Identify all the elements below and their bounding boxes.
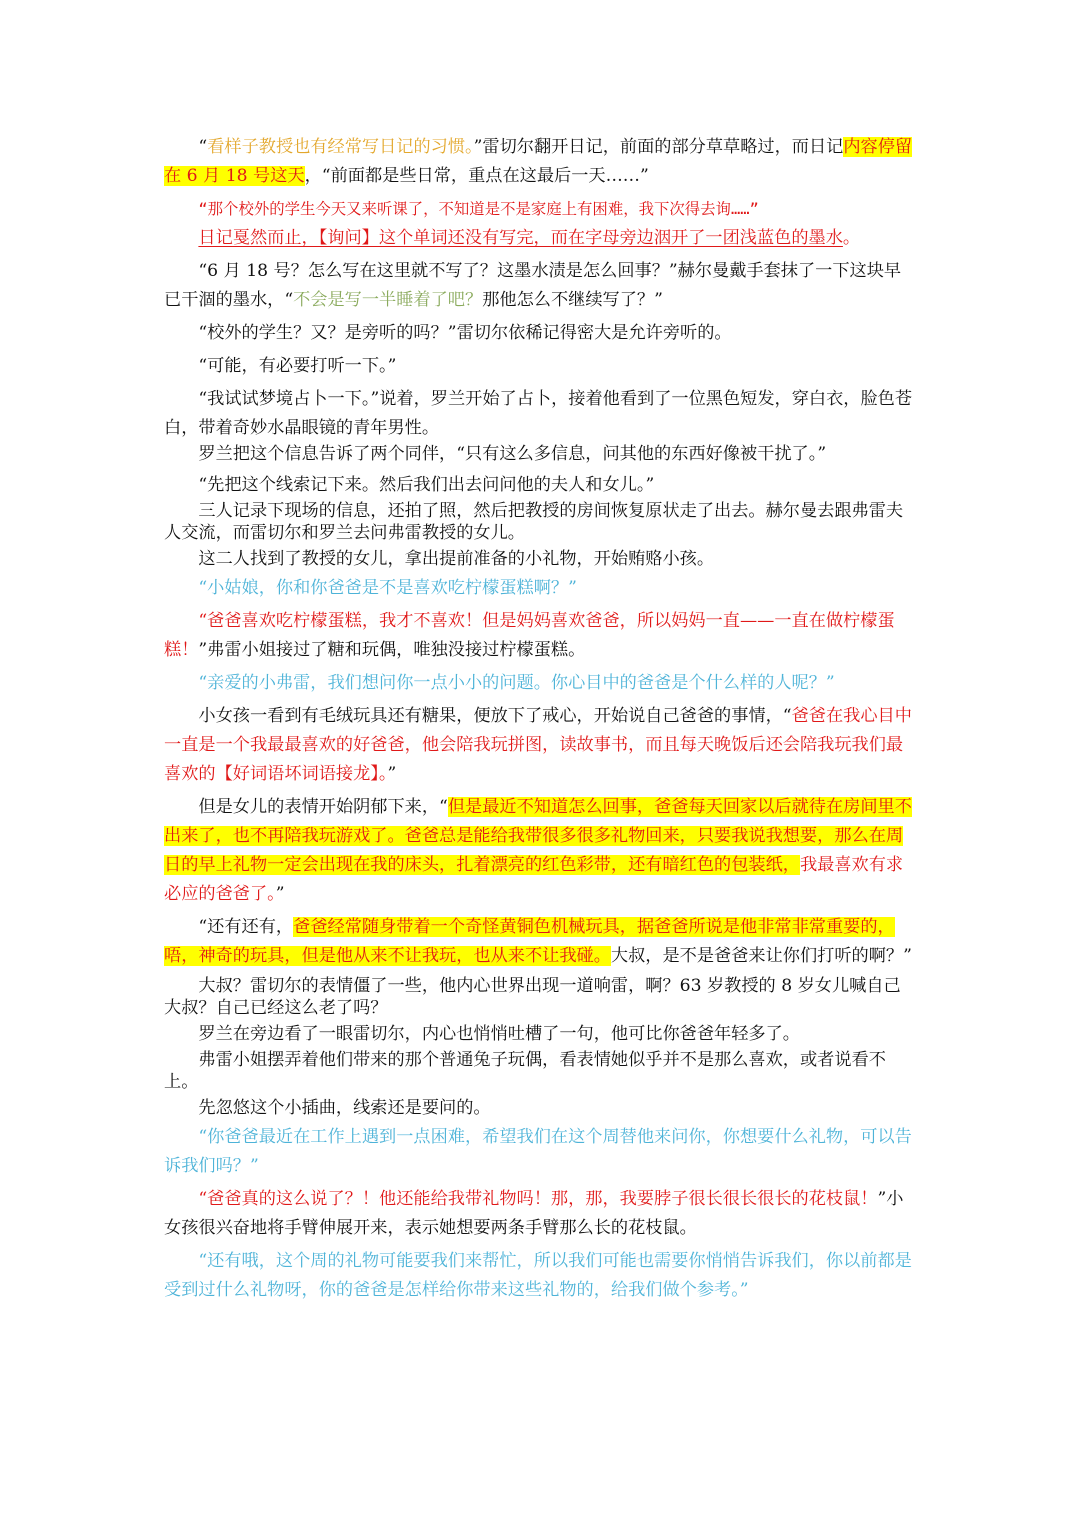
paragraph-20: 弗雷小姐摆弄着他们带来的那个普通兔子玩偶，看表情她似乎并不是那么喜欢，或者说看不上。 [164,1050,886,1092]
text-run: ”弗雷小姐接过了糖和玩偶，唯独没接过柠檬蛋糕。 [198,640,586,660]
paragraph-17 [164,913,914,971]
paragraph-5: “校外的学生？又？是旁听的吗？”雷切尔依稀记得密大是允许旁听的。 [198,323,732,343]
paragraph-7: “我试试梦境占卜一下。”说着，罗兰开始了占卜，接着他看到了一位黑色短发，穿白衣，脸色苍白，带着奇妙水晶眼镜的青年男性。 [164,389,913,438]
paragraph-12: “小姑娘，你和你爸爸是不是喜欢吃柠檬蛋糕啊？” [198,578,577,598]
paragraph-2 [164,195,914,224]
text-run: 但是女儿的表情开始阴郁下来，“ [198,797,448,817]
underlined-red-text: 日记戛然而止，【询问】这个单词还没有写完，而在字母旁边洇开了一团浅蓝色的墨水 [198,228,843,248]
paragraph-3 [164,224,914,253]
red-dialogue: 我最喜欢有求必应的爸爸了。 [164,855,904,904]
paragraph-6: “可能，有必要打听一下。” [198,356,397,376]
red-dialogue: 爸爸在我心目中一直是一个我最最喜欢的好爸爸，他会陪我玩拼图，读故事书，而且每天晚饭后还会陪我玩我们最喜欢的【好词语坏词语接龙】。 [164,706,912,784]
text-run: ” [387,764,397,784]
paragraph-8: 罗兰把这个信息告诉了两个同伴，“只有这么多信息，问其他的东西好像被干扰了。” [198,444,827,464]
text-run: 小女孩一看到有毛绒玩具还有糖果，便放下了戒心，开始说自己爸爸的事情，“ [198,706,792,726]
text-run: ”雷切尔翻开日记，前面的部分草草略过，而日记 [473,137,844,157]
paragraph-13 [164,607,914,665]
text-run: 。 [842,228,861,248]
text-run: ”小女孩很兴奋地将手臂伸展开来，表示她想要两条手臂那么长的花枝鼠。 [164,1189,904,1238]
paragraph-23 [164,1185,914,1243]
text-run: “6 月 18 号？怎么写在这里就不写了？这墨水渍是怎么回事？”赫尔曼戴手套抹了一下这块早已干涸的墨水，“ [164,261,902,310]
text-run: “还有还有， [198,917,294,937]
paragraph-4 [164,257,914,315]
text-run: 那他怎么不继续写了？” [482,290,663,310]
paragraph-19: 罗兰在旁边看了一眼雷切尔，内心也悄悄吐槽了一句，他可比你爸爸年轻多了。 [198,1024,800,1044]
paragraph-16 [164,793,914,909]
paragraph-10: 三人记录下现场的信息，还拍了照，然后把教授的房间恢复原状走了出去。赫尔曼去跟弗雷夫人交流，而雷切尔和罗兰去问弗雷教授的女儿。 [164,501,904,543]
diary-entry-text: “那个校外的学生今天又来听课了，不知道是不是家庭上有困难，我下次得去询……” [198,200,759,218]
paragraph-24: “还有哦，这个周的礼物可能要我们来帮忙，所以我们可能也需要你悄悄告诉我们，你以前都是受到过什么礼物呀，你的爸爸是怎样给你带来这些礼物的，给我们做个参考。” [164,1251,912,1300]
text-run: “ [198,137,208,157]
paragraph-15 [164,702,914,789]
highlighted-dialogue: 爸爸经常随身带着一个奇怪黄铜色机械玩具，据爸爸所说是他非常非常重要的，唔，神奇的玩具，但是他从来不让我玩，也从来不让我碰。 [164,917,895,966]
colored-quote: 看样子教授也有经常写日记的习惯。 [207,137,474,157]
paragraph-1 [164,133,914,191]
document-page [164,133,914,1305]
highlighted-dialogue: 但是最近不知道怎么回事，爸爸每天回家以后就待在房间里不出来了，也不再陪我玩游戏了。爸爸总是能给我带很多很多礼物回来，只要我说我想要，那么在周日的早上礼物一定会出现在我的床头，扎着漂亮的红色彩带，还有暗红色的包装纸， [164,797,912,875]
text-run: 大叔，是不是爸爸来让你们打听的啊？” [610,946,912,966]
paragraph-14: “亲爱的小弗雷，我们想问你一点小小的问题。你心目中的爸爸是个什么样的人呢？” [198,673,835,693]
paragraph-21: 先忽悠这个小插曲，线索还是要问的。 [198,1098,491,1118]
red-dialogue: “爸爸喜欢吃柠檬蛋糕，我才不喜欢！但是妈妈喜欢爸爸，所以妈妈一直——一直在做柠檬蛋糕！ [164,611,895,660]
colored-quote: 不会是写一半睡着了吧？ [293,290,483,310]
paragraph-22: “你爸爸最近在工作上遇到一点困难，希望我们在这个周替他来问你，你想要什么礼物，可以告诉我们吗？” [164,1127,912,1176]
text-run: ，“前面都是些日常，重点在这最后一天……” [304,166,649,186]
text-run: ” [275,884,285,904]
paragraph-18: 大叔？雷切尔的表情僵了一些，他内心世界出现一道响雷，啊？63 岁教授的 8 岁女儿喊自己大叔？自己已经这么老了吗？ [164,976,901,1018]
highlighted-phrase: 内容停留在 6 月 18 号这天 [164,137,913,186]
paragraph-11: 这二人找到了教授的女儿，拿出提前准备的小礼物，开始贿赂小孩。 [198,549,715,569]
paragraph-9: “先把这个线索记下来。然后我们出去问问他的夫人和女儿。” [198,475,655,495]
red-dialogue: “爸爸真的这么说了？！他还能给我带礼物吗！那，那，我要脖子很长很长很长的花枝鼠！ [198,1189,878,1209]
